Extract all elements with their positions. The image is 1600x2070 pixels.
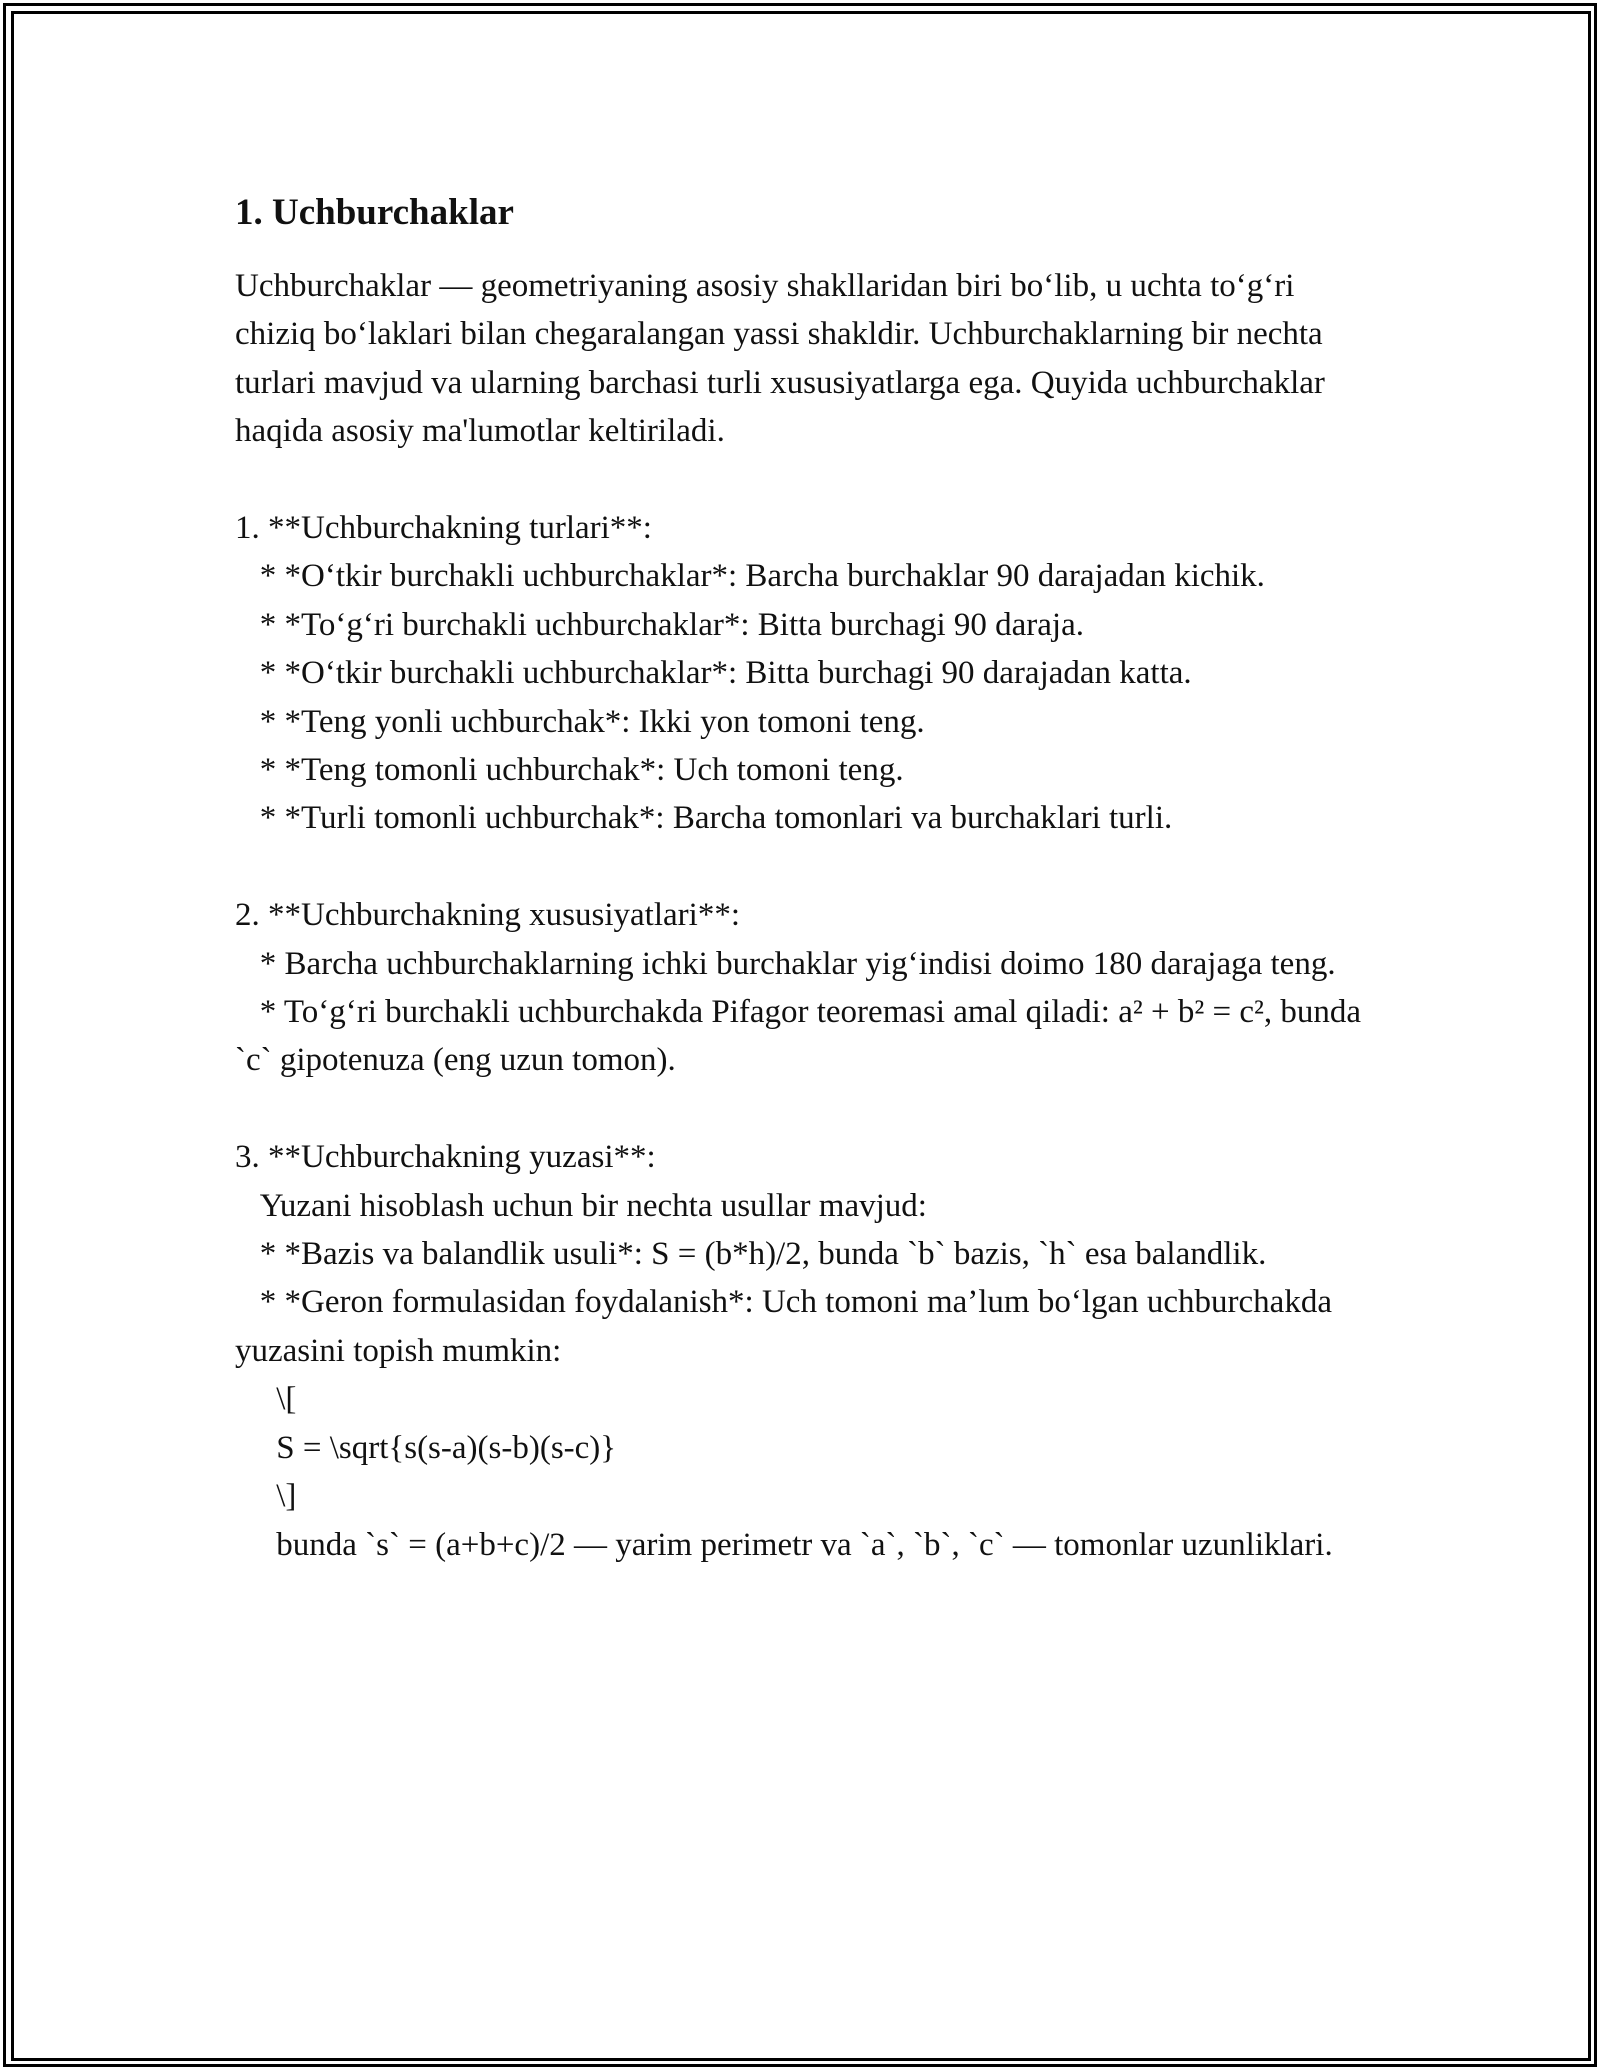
- list-item: * Barcha uchburchaklarning ichki burchaklar yig‘indisi doimo 180 darajaga teng.: [235, 945, 1336, 982]
- spacer: [235, 843, 1365, 891]
- formula-line: S = \sqrt{s(s-a)(s-b)(s-c)}: [235, 1429, 617, 1466]
- spacer: [235, 1085, 1365, 1133]
- document-body: [235, 186, 1370, 1569]
- list-item: * *Bazis va balandlik usuli*: S = (b*h)/2, bunda `b` bazis, `h` esa balandlik.: [235, 1236, 1267, 1273]
- section-heading: 1. **Uchburchakning turlari**:: [235, 510, 652, 547]
- list-item: Yuzani hisoblash uchun bir nechta usullar mavjud:: [235, 1187, 927, 1224]
- document-title: 1. Uchburchaklar: [235, 192, 514, 233]
- intro-paragraph: Uchburchaklar — geometriyaning asosiy shakllaridan biri bo‘lib, u uchta to‘g‘ri chiziq bo‘laklari bilan chegaralangan yassi shakldir. Uchburchaklarning bir nechta turlari mavjud va ularning barchasi turli xususiyatlarga ega. Quyida uchburchaklar haqida asosiy ma'lumotlar keltiriladi.: [235, 268, 1334, 450]
- section-properties: [235, 891, 1370, 1085]
- list-item: * *Turli tomonli uchburchak*: Barcha tomonlari va burchaklari turli.: [235, 800, 1173, 837]
- list-item: * *Teng tomonli uchburchak*: Uch tomoni teng.: [235, 752, 904, 789]
- formula-line: \]: [235, 1478, 297, 1515]
- section-heading: 2. **Uchburchakning xususiyatlari**:: [235, 897, 740, 934]
- list-item: * *O‘tkir burchakli uchburchaklar*: Barcha burchaklar 90 darajadan kichik.: [235, 558, 1265, 595]
- spacer: [235, 456, 1365, 504]
- formula-line: \[: [235, 1381, 297, 1418]
- list-item: * *Geron formulasidan foydalanish*: Uch tomoni ma’lum bo‘lgan uchburchakda yuzasini topish mumkin:: [235, 1284, 1341, 1369]
- list-item: * To‘g‘ri burchakli uchburchakda Pifagor teoremasi amal qiladi: a² + b² = c², bunda `c` gipotenuza (eng uzun tomon).: [235, 994, 1370, 1079]
- list-item: bunda `s` = (a+b+c)/2 — yarim perimetr va `a`, `b`, `c` — tomonlar uzunliklari.: [235, 1526, 1333, 1563]
- section-heading: 3. **Uchburchakning yuzasi**:: [235, 1139, 656, 1176]
- section-types: [235, 504, 1365, 843]
- list-item: * *To‘g‘ri burchakli uchburchaklar*: Bitta burchagi 90 daraja.: [235, 606, 1084, 643]
- list-item: * *O‘tkir burchakli uchburchaklar*: Bitta burchagi 90 darajadan katta.: [235, 655, 1192, 692]
- list-item: * *Teng yonli uchburchak*: Ikki yon tomoni teng.: [235, 703, 925, 740]
- section-area: [235, 1133, 1365, 1569]
